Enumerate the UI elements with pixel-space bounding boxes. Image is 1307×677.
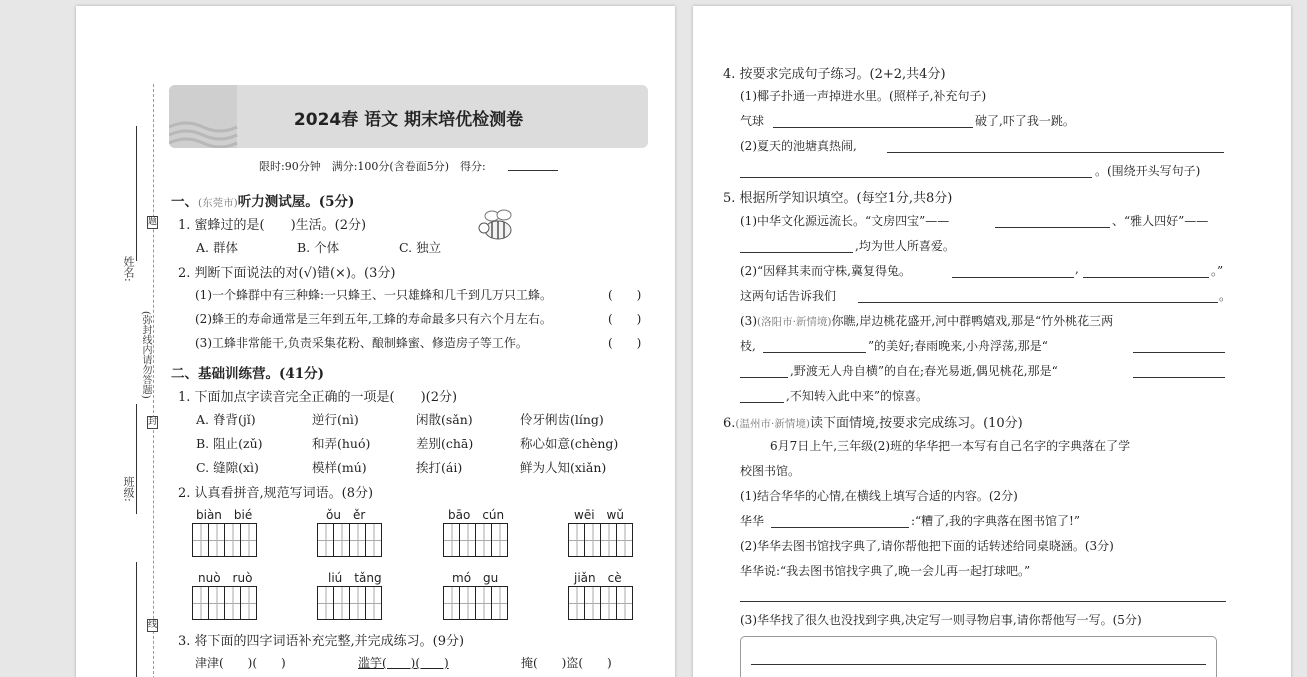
q5-3-text-e: ,野渡无人舟自横”的自在;春光易逝,偶见桃花,那是“ bbox=[790, 364, 1058, 378]
score-blank[interactable] bbox=[508, 170, 558, 171]
q5-2-text-c: 。” bbox=[1211, 264, 1224, 278]
q4-part-2-blank-2[interactable] bbox=[740, 177, 1092, 178]
b1-stem: 1. 下面加点字读音完全正确的一项是( )(2分) bbox=[178, 390, 458, 405]
section-2-number: 二、 bbox=[171, 366, 198, 382]
q6-paragraph-1: 6月7日上午,三年级(2)班的华华把一本写有自己名字的字典落在了学 bbox=[770, 439, 1131, 453]
exam-page-right bbox=[693, 6, 1291, 677]
pinyin-2: ǒu ěr bbox=[326, 508, 366, 522]
exam-page-left bbox=[76, 6, 675, 677]
q4-part-2: (2)夏天的池塘真热闹, bbox=[740, 139, 857, 153]
writing-grid-8[interactable] bbox=[568, 586, 633, 620]
pinyin-3: bāo cún bbox=[448, 508, 505, 522]
q5-3-blank-4[interactable] bbox=[1133, 377, 1225, 378]
class-underline bbox=[136, 404, 137, 514]
exam-title: 2024春 语文 期末培优检测卷 bbox=[293, 110, 524, 130]
pinyin-6: liú tǎng bbox=[328, 571, 382, 585]
q5-3-text: 你瞧,岸边桃花盛开,河中群鸭嬉戏,那是“竹外桃花三两 bbox=[831, 314, 1114, 328]
idiom-1[interactable]: 津津( )( ) bbox=[195, 656, 286, 670]
b1-row-c-1[interactable]: C. 缝隙(xì) bbox=[196, 460, 259, 475]
q2-item-3: (3)工蜂非常能干,负责采集花粉、酿制蜂蜜、修造房子等工作。 bbox=[195, 336, 528, 350]
b1-row-b-4: 称心如意(chèng) bbox=[520, 436, 619, 451]
q2-item-1: (1)一个蜂群中有三种蜂:一只蜂王、一只雄蜂和几千到几万只工蜂。 bbox=[195, 288, 553, 302]
writing-grid-6[interactable] bbox=[317, 586, 382, 620]
q5-3-blank-1[interactable] bbox=[763, 352, 866, 353]
q5-3-region: (洛阳市·新情境) bbox=[757, 316, 832, 328]
q6-part-2-quote: 华华说:“我去图书馆找字典了,晚一会儿再一起打球吧。” bbox=[740, 564, 1031, 578]
q6-part-1-prefix: 华华 bbox=[740, 514, 765, 528]
seal-tag-1: 题 bbox=[148, 217, 158, 227]
seal-tag-3: 线 bbox=[148, 620, 158, 630]
q1-option-b[interactable]: B. 个体 bbox=[297, 240, 340, 255]
q5-3-number: (3) bbox=[740, 314, 757, 328]
lost-notice-box[interactable] bbox=[740, 636, 1217, 677]
q5-3-line-1 bbox=[740, 312, 1113, 329]
q5-2-blank-1[interactable] bbox=[952, 277, 1074, 278]
q6-part-1: (1)结合华华的心情,在横线上填写合适的内容。(2分) bbox=[740, 489, 1018, 503]
seal-dashed-line bbox=[153, 84, 154, 677]
section-1-region: (东莞市) bbox=[198, 197, 238, 209]
q5-1-blank-1[interactable] bbox=[995, 227, 1110, 228]
section-1-title: 听力测试屋。(5分) bbox=[237, 194, 355, 210]
pinyin-8: jiǎn cè bbox=[574, 571, 622, 585]
idiom-2[interactable]: 滥竽( )( ) bbox=[358, 656, 449, 670]
q2-answer-2[interactable]: ( ) bbox=[608, 312, 642, 326]
writing-grid-7[interactable] bbox=[443, 586, 508, 620]
section-2-title: 基础训练营。(41分) bbox=[198, 366, 325, 382]
margin-line bbox=[136, 562, 137, 677]
q5-2-text-e: 。 bbox=[1219, 289, 1232, 303]
q6-paragraph-2: 校图书馆。 bbox=[740, 464, 801, 478]
q2-answer-1[interactable]: ( ) bbox=[608, 288, 642, 302]
q2-item-2: (2)蜂王的寿命通常是三年到五年,工蜂的寿命最多只有六个月左右。 bbox=[195, 312, 552, 326]
q4-part-2-blank-1[interactable] bbox=[887, 152, 1224, 153]
q5-3-text-c: 枝, bbox=[740, 339, 756, 353]
q4-stem: 4. 按要求完成句子练习。(2+2,共4分) bbox=[723, 67, 946, 82]
q2-stem: 2. 判断下面说法的对(√)错(×)。(3分) bbox=[178, 266, 396, 281]
b2-stem: 2. 认真看拼音,规范写词语。(8分) bbox=[178, 486, 374, 501]
writing-grid-5[interactable] bbox=[192, 586, 257, 620]
writing-grid-2[interactable] bbox=[317, 523, 382, 557]
class-label: 班级: bbox=[122, 476, 135, 502]
q4-part-1: (1)椰子扑通一声掉进水里。(照样子,补充句子) bbox=[740, 89, 987, 103]
q5-2-text-b: , bbox=[1075, 262, 1079, 276]
section-1-number: 一、 bbox=[171, 194, 198, 210]
q6-heading bbox=[723, 412, 1023, 431]
q5-2-text-d: 这两句话告诉我们 bbox=[740, 289, 837, 303]
q5-1-text-b: 、“雅人四好”—— bbox=[1112, 214, 1209, 228]
pinyin-5: nuò ruò bbox=[198, 571, 253, 585]
b1-row-c-4: 鲜为人知(xiǎn) bbox=[520, 460, 607, 475]
q5-2-text-a: (2)“因释其耒而守株,冀复得兔。 bbox=[740, 264, 911, 278]
q2-answer-3[interactable]: ( ) bbox=[608, 336, 642, 350]
q6-part-3: (3)华华找了很久也没找到字典,决定写一则寻物启事,请你帮他写一写。(5分) bbox=[740, 613, 1142, 627]
q5-3-text-d: ”的美好;春雨晚来,小舟浮荡,那是“ bbox=[868, 339, 1048, 353]
q5-3-blank-3[interactable] bbox=[740, 377, 788, 378]
q1-stem: 1. 蜜蜂过的是( )生活。(2分) bbox=[178, 218, 367, 233]
b1-row-a-3: 闲散(sǎn) bbox=[416, 412, 473, 427]
b1-row-b-2: 和弄(huó) bbox=[312, 436, 371, 451]
writing-grid-4[interactable] bbox=[568, 523, 633, 557]
b1-row-a-1[interactable]: A. 脊背(jǐ) bbox=[196, 412, 256, 427]
q4-part-1-blank[interactable] bbox=[773, 127, 973, 128]
q6-part-1-suffix: :“糟了,我的字典落在图书馆了!” bbox=[911, 514, 1080, 528]
pinyin-1: biàn bié bbox=[196, 508, 253, 522]
b1-row-b-1[interactable]: B. 阻止(zǔ) bbox=[196, 436, 263, 451]
q6-part-1-blank[interactable] bbox=[771, 527, 909, 528]
q4-part-2-end: 。(围绕开头写句子) bbox=[1095, 164, 1201, 178]
q4-part-1-prefix: 气球 bbox=[740, 114, 765, 128]
writing-grid-1[interactable] bbox=[192, 523, 257, 557]
lost-notice-line-1[interactable] bbox=[751, 664, 1206, 665]
writing-grid-3[interactable] bbox=[443, 523, 508, 557]
name-label: 姓名: bbox=[122, 256, 135, 282]
q6-number: 6. bbox=[723, 416, 736, 431]
q6-part-2-blank[interactable] bbox=[740, 601, 1226, 602]
b1-row-c-3: 挨打(ái) bbox=[416, 460, 463, 475]
name-underline bbox=[136, 126, 137, 261]
pinyin-7: mó gu bbox=[452, 571, 499, 585]
q6-title: 读下面情境,按要求完成练习。(10分) bbox=[809, 416, 1023, 431]
bee-icon bbox=[476, 206, 520, 246]
exam-meta: 限时:90分钟 满分:100分(含卷面5分) 得分: bbox=[259, 160, 486, 173]
q5-2-blank-3[interactable] bbox=[858, 302, 1218, 303]
q6-region: (温州市·新情境) bbox=[735, 418, 810, 430]
q1-option-a[interactable]: A. 群体 bbox=[196, 240, 238, 255]
pinyin-4: wēi wǔ bbox=[574, 508, 624, 522]
q1-option-c[interactable]: C. 独立 bbox=[399, 240, 442, 255]
q4-part-1-suffix: 破了,吓了我一跳。 bbox=[975, 114, 1075, 128]
q5-3-blank-2[interactable] bbox=[1133, 352, 1225, 353]
q5-1-blank-2[interactable] bbox=[740, 252, 853, 253]
b1-row-a-2: 逆行(nì) bbox=[312, 412, 359, 427]
q5-stem: 5. 根据所学知识填空。(每空1分,共8分) bbox=[723, 191, 953, 206]
q5-2-blank-2[interactable] bbox=[1083, 277, 1209, 278]
b1-row-a-4: 伶牙俐齿(líng) bbox=[520, 412, 604, 427]
q5-3-text-f: ,不知转入此中来”的惊喜。 bbox=[786, 389, 928, 403]
b1-row-c-2: 模样(mú) bbox=[312, 460, 367, 475]
q5-1-text-c: ,均为世人所喜爱。 bbox=[855, 239, 955, 253]
b1-row-b-3: 差别(chā) bbox=[416, 436, 474, 451]
section-2-heading bbox=[171, 362, 324, 382]
q6-part-2: (2)华华去图书馆找字典了,请你帮他把下面的话转述给同桌晓涵。(3分) bbox=[740, 539, 1114, 553]
seal-tag-2: 封 bbox=[148, 417, 158, 427]
q5-1-text-a: (1)中华文化源远流长。“文房四宝”—— bbox=[740, 214, 950, 228]
b3-stem: 3. 将下面的四字词语补充完整,并完成练习。(9分) bbox=[178, 634, 465, 649]
q5-3-blank-5[interactable] bbox=[740, 402, 784, 403]
seal-note: (弥封线内请勿答题) bbox=[140, 311, 151, 399]
section-1-heading bbox=[171, 190, 354, 210]
idiom-3[interactable]: 掩( )盗( ) bbox=[521, 656, 612, 670]
exam-title-banner bbox=[169, 85, 648, 148]
